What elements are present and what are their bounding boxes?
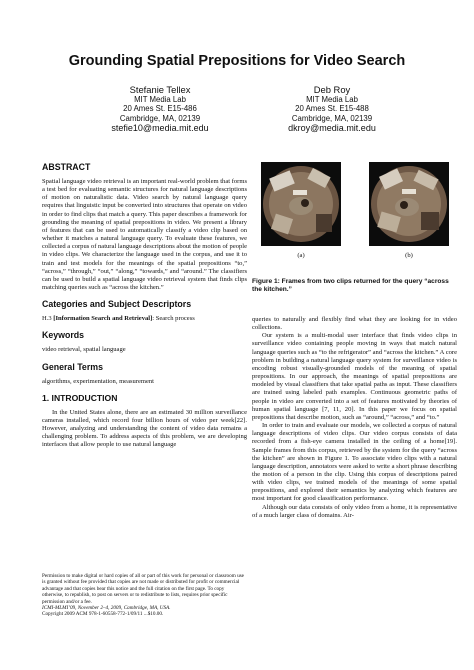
author-email: stefie10@media.mit.edu bbox=[111, 123, 209, 134]
author-name: Stefanie Tellex bbox=[129, 84, 191, 95]
fisheye-frame-b bbox=[369, 162, 449, 246]
left-column bbox=[42, 162, 247, 449]
author-email: dkroy@media.mit.edu bbox=[288, 123, 376, 134]
introduction-paragraph: In the United States alone, there are an estimated 30 million surveillance cameras installed, which record four billion hours of video per week[22]. However, analyzing and understanding the content of video data remains a challenging problem. To address aspects of this problem, we are developing interfaces that allow people to use natural language bbox=[42, 408, 247, 449]
author-address-line: 20 Ames St. E15-486 bbox=[123, 104, 197, 114]
figure-caption: Figure 1: Frames from two clips returned for the query “across the kitchen.” bbox=[252, 278, 449, 294]
subfigure-label-b: (b) bbox=[405, 252, 413, 259]
author-address-line: 20 Ames St. E15-488 bbox=[295, 104, 369, 114]
general-terms-text: algorithms, experimentation, measurement bbox=[42, 377, 154, 385]
abstract-text: Spatial language video retrieval is an important real-world problem that forms a test bed for evaluating semantic structures for natural language descriptions of motion on naturalistic data. Video search by natural language query requires that linguistic input be converted into structures that operate on video in order to find clips that match a query. This paper describes a framework for grounding the meaning of spatial prepositions in video. We present a library of features that can be used to automatically classify a video clip based on whether it matches a natural language query. To evaluate these features, we collected a corpus of natural language descriptions about the motion of people in video clips. We characterize the language used in the corpus, and use it to train and test models for the meanings of the spatial prepositions “to,” “across,” “through,” “out,” “along,” “towards,” and “around.” The classifiers can be used to build a spatial language video retrieval system that finds clips matching queries such as “across the kitchen.” bbox=[42, 178, 247, 292]
author-affiliation: MIT Media Lab bbox=[306, 95, 358, 104]
copyright-footnote bbox=[42, 573, 247, 618]
author-affiliation: MIT Media Lab bbox=[134, 95, 186, 104]
fisheye-frame-a bbox=[261, 162, 341, 246]
fisheye-frame-a-image bbox=[261, 162, 341, 246]
subfigure-label-a: (a) bbox=[297, 252, 305, 259]
body-paragraph: Although our data consists of only video from a home, it is representative of a much larger class of domains. Air- bbox=[252, 503, 457, 519]
permission-text: Permission to make digital or hard copies of all or part of this work for personal or classroom use is granted without fee provided that copies are not made or distributed for profit or commercial advantage and that copies bear this notice and the full citation on the first page. To copy otherwise, to republish, to post on servers or to redistribute to lists, requires prior specific permission and/or a fee. bbox=[42, 573, 244, 605]
author-name: Deb Roy bbox=[313, 84, 351, 95]
author-block-1 bbox=[80, 84, 240, 134]
categories-code: H.3 bbox=[42, 315, 54, 323]
author-block-2 bbox=[252, 84, 412, 134]
body-paragraph: Our system is a multi-modal user interface that finds video clips in surveillance video containing people moving in ways that match natural language queries such as “to the refrigerator” and “across the kitchen.” A core problem in building a natural language query system for surveillance video is encoding robust visually-grounded models of the meaning of spatial prepositions. In our approach, the meanings of spatial prepositions are modeled by visual classifiers that take spatial paths as input. These classifiers are trained using labeled path examples. Continuous geometric paths of people in video are converted into a set of features motivated by theories of human spatial language [7, 11, 20]. In this paper we focus on spatial prepositions that describe motion, such as “around,” “across,” and “to.” bbox=[252, 332, 457, 421]
introduction-heading: 1. INTRODUCTION bbox=[42, 392, 118, 403]
conference-line: ICMI-MLMI’09, November 2–4, 2009, Cambridge, MA, USA. bbox=[42, 605, 171, 612]
fisheye-frame-b-image bbox=[369, 162, 449, 246]
body-paragraph: In order to train and evaluate our models, we collected a corpus of natural language descriptions of video clips. Our video corpus consists of data recorded from a fish-eye camera installed in the ceiling of a home[19]. Sample frames from this corpus, retrieved by the system for the query “across the kitchen” are shown in Figure 1. To associate video clips with a natural language description, annotators were asked to write a short phrase describing the motion of a person in the clip. Using this corpus of descriptions paired with video clips, we trained models of the meanings of some spatial prepositions, and explored their semantics by analyzing which features are most important for good classification performance. bbox=[252, 422, 457, 503]
body-paragraph: queries to naturally and flexibly find what they are looking for in video collections. bbox=[252, 316, 457, 332]
categories-text bbox=[42, 315, 247, 323]
paper-title: Grounding Spatial Prepositions for Video Search bbox=[68, 53, 406, 69]
categories-rest: : Search process bbox=[152, 315, 195, 323]
copyright-line: Copyright 2009 ACM 978-1-60558-772-1/09/11 ...$10.00. bbox=[42, 611, 164, 618]
author-address-city: Cambridge, MA, 02139 bbox=[119, 113, 201, 123]
author-address-city: Cambridge, MA, 02139 bbox=[291, 113, 373, 123]
keywords-heading: Keywords bbox=[42, 330, 85, 341]
categories-heading: Categories and Subject Descriptors bbox=[42, 299, 192, 310]
general-terms-heading: General Terms bbox=[42, 361, 103, 372]
right-column bbox=[252, 316, 457, 520]
abstract-heading: ABSTRACT bbox=[42, 162, 91, 172]
keywords-text: video retrieval, spatial language bbox=[42, 346, 126, 354]
categories-bold: [Information Search and Retrieval] bbox=[53, 315, 153, 323]
